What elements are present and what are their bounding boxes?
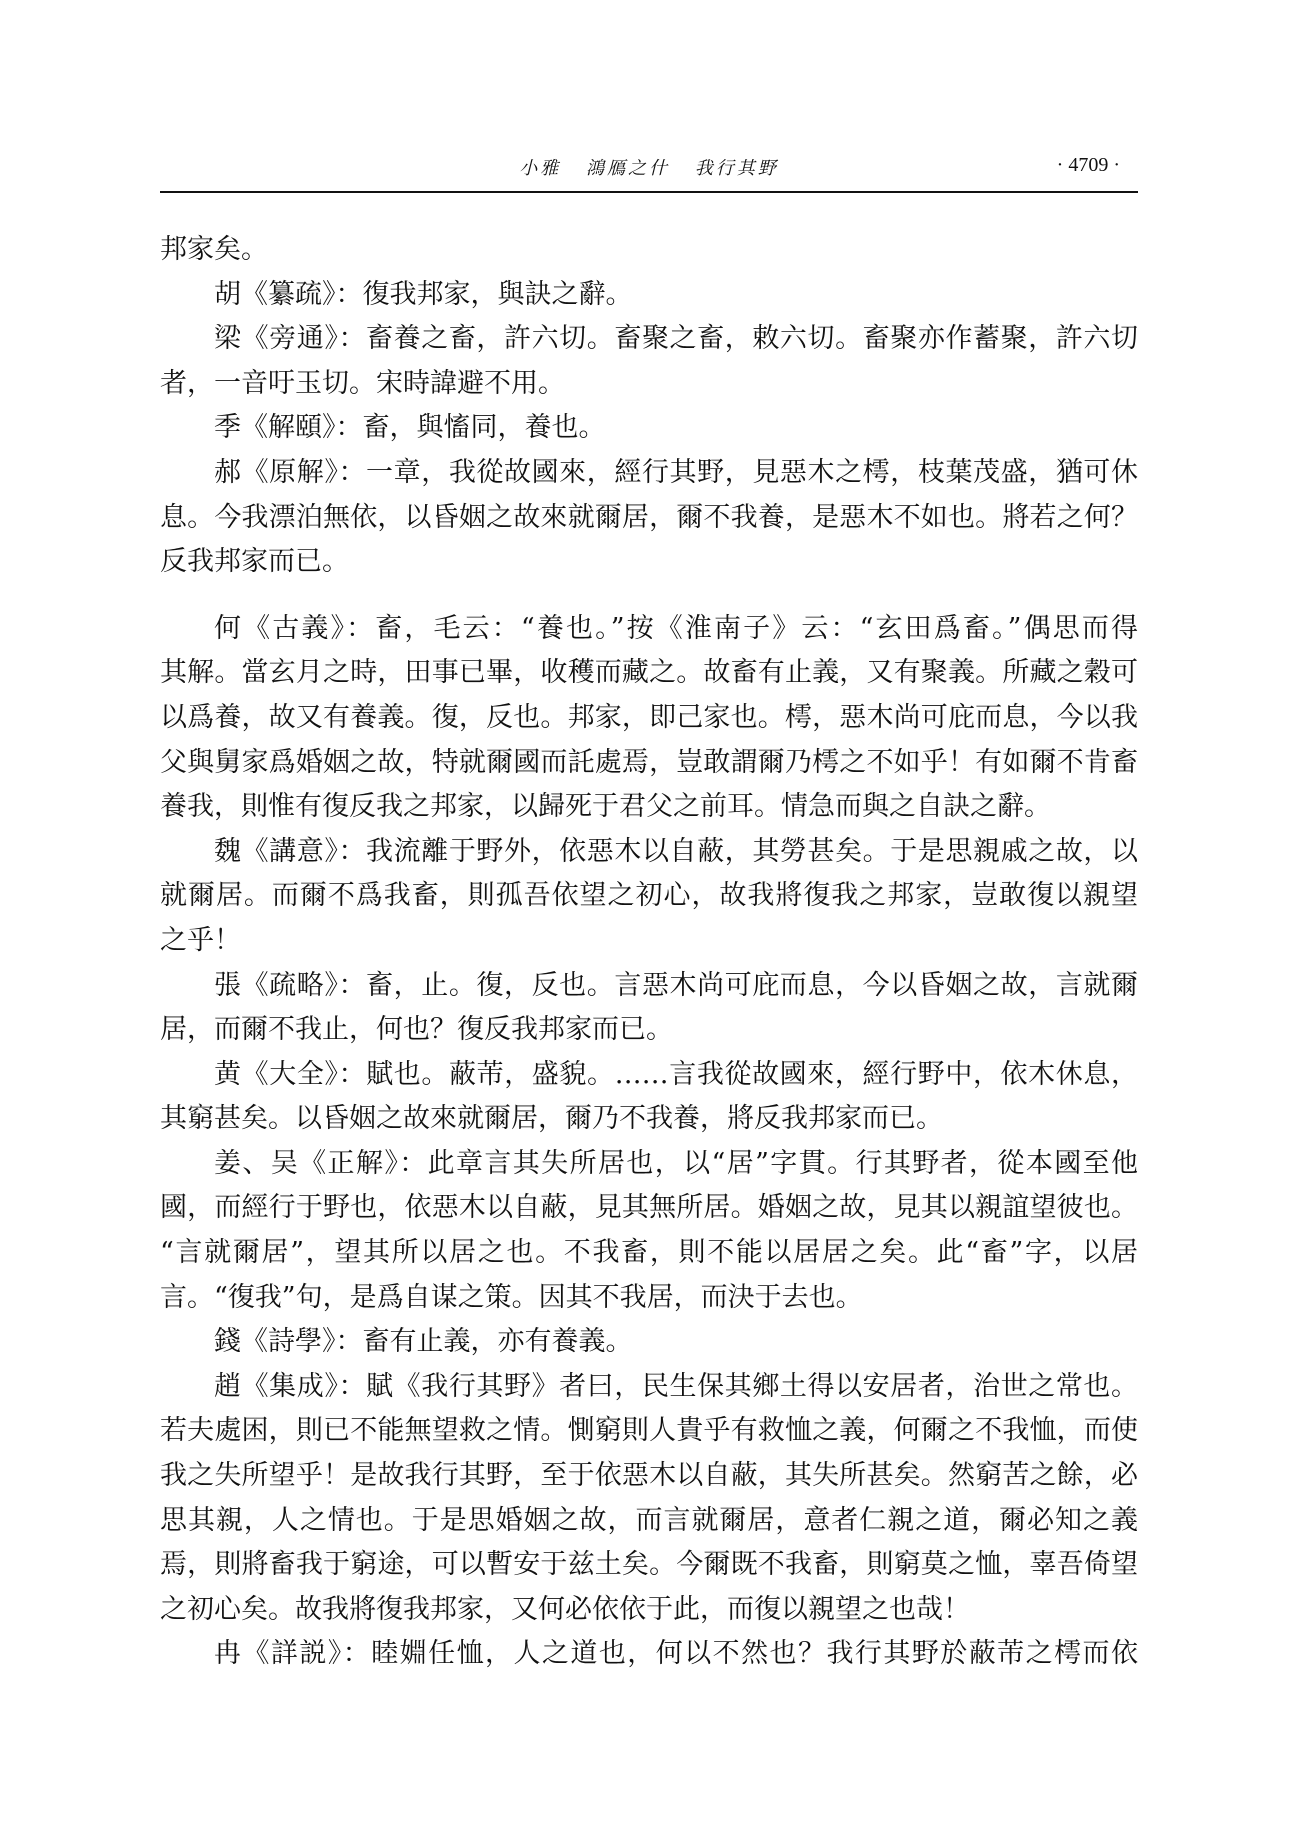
commentary-paragraph <box>160 228 1138 273</box>
text-line: 冉《詳説》：睦婣任恤，人之道也，何以不然也？我行其野於蔽芾之樗而依 <box>214 1638 1138 1670</box>
text-line: 之初心矣。故我將復我邦家，又何必依依于此，而復以親望之也哉！ <box>160 1593 970 1625</box>
text-line: 言。“復我”句，是爲自谋之策。因其不我居，而決于去也。 <box>160 1281 863 1313</box>
text-line: 我之失所望乎！是故我行其野，至于依惡木以自蔽，其失所甚矣。然窮苦之餘，必 <box>160 1460 1138 1492</box>
text-line: 若夫處困，則已不能無望救之情。惻窮則人貴乎有救恤之義，何爾之不我恤，而使 <box>160 1415 1138 1447</box>
running-title <box>160 154 1138 180</box>
section-title: 小雅 <box>519 158 562 179</box>
commentary-paragraph <box>160 607 1138 830</box>
text-line: 焉，則將畜我于窮途，可以暫安于兹土矣。今爾既不我畜，則窮莫之恤，辜吾倚望 <box>160 1549 1138 1581</box>
text-line: 季《解頤》：畜，與慉同，養也。 <box>214 412 606 444</box>
commentary-paragraph <box>160 964 1138 1053</box>
commentary-body <box>160 228 1138 1677</box>
text-line: 其解。當玄月之時，田事已畢，收穫而藏之。故畜有止義，又有聚義。所藏之穀可 <box>160 657 1138 689</box>
commentary-paragraph <box>160 317 1138 406</box>
text-line: 以爲養，故又有養義。復，反也。邦家，即己家也。樗，惡木尚可庇而息，今以我 <box>160 701 1138 733</box>
text-line: 其窮甚矣。以昏姻之故來就爾居，爾乃不我養，將反我邦家而已。 <box>160 1103 943 1135</box>
page-number: · 4709 · <box>1056 154 1120 176</box>
text-line: 趙《集成》：賦《我行其野》者曰，民生保其鄉土得以安居者，治世之常也。 <box>214 1370 1138 1402</box>
text-line: 居，而爾不我止，何也？復反我邦家而已。 <box>160 1014 673 1046</box>
text-line: 黄《大全》：賦也。蔽芾，盛貌。……言我從故國來，經行野中，依木休息， <box>214 1058 1138 1090</box>
commentary-paragraph <box>160 1142 1138 1320</box>
text-line: 息。今我漂泊無依，以昏姻之故來就爾居，爾不我養，是惡木不如也。將若之何？ <box>160 501 1138 533</box>
text-line: “言就爾居”，望其所以居之也。不我畜，則不能以居居之矣。此“畜”字，以居 <box>160 1237 1138 1269</box>
text-line: 郝《原解》：一章，我從故國來，經行其野，見惡木之樗，枝葉茂盛，猶可休 <box>214 456 1138 488</box>
running-header <box>160 150 1138 184</box>
text-line: 父與舅家爲婚姻之故，特就爾國而託處焉，豈敢謂爾乃樗之不如乎！有如爾不肯畜 <box>160 746 1138 778</box>
commentary-paragraph <box>160 1632 1138 1677</box>
chapter-title: 鴻鴈之什 <box>586 158 670 179</box>
text-line: 何《古義》：畜，毛云：“養也。”按《淮南子》云：“玄田爲畜。”偶思而得 <box>214 612 1138 644</box>
text-line: 胡《纂疏》：復我邦家，與訣之辭。 <box>214 278 633 310</box>
text-line: 養我，則惟有復反我之邦家，以歸死于君父之前耳。情急而與之自訣之辭。 <box>160 791 1051 823</box>
text-line: 國，而經行于野也，依惡木以自蔽，見其無所居。婚姻之故，見其以親誼望彼也。 <box>160 1192 1138 1224</box>
text-line: 姜、吴《正解》：此章言其失所居也，以“居”字貫。行其野者，從本國至他 <box>214 1147 1138 1179</box>
commentary-paragraph <box>160 406 1138 451</box>
commentary-paragraph <box>160 1053 1138 1142</box>
header-rule <box>160 191 1138 193</box>
text-line: 之乎！ <box>160 924 241 956</box>
text-line: 邦家矣。 <box>160 234 268 265</box>
text-line: 張《疏略》：畜，止。復，反也。言惡木尚可庇而息，今以昏姻之故，言就爾 <box>214 969 1138 1001</box>
commentary-paragraph <box>160 1365 1138 1633</box>
text-line: 就爾居。而爾不爲我畜，則孤吾依望之初心，故我將復我之邦家，豈敢復以親望 <box>160 880 1138 912</box>
text-line: 反我邦家而已。 <box>160 546 349 578</box>
text-line: 梁《旁通》：畜養之畜，許六切。畜聚之畜，敕六切。畜聚亦作蓄聚，許六切 <box>214 323 1138 355</box>
text-line: 思其親，人之情也。于是思婚姻之故，而言就爾居，意者仁親之道，爾必知之義 <box>160 1504 1138 1536</box>
commentary-paragraph <box>160 830 1138 964</box>
commentary-paragraph <box>160 451 1138 585</box>
commentary-paragraph <box>160 1320 1138 1365</box>
commentary-paragraph <box>160 273 1138 318</box>
text-line: 錢《詩學》：畜有止義，亦有養義。 <box>214 1326 633 1358</box>
text-line: 魏《講意》：我流離于野外，依惡木以自蔽，其勞甚矣。于是思親戚之故，以 <box>214 835 1138 867</box>
poem-title: 我行其野 <box>694 158 779 179</box>
text-line: 者，一音吁玉切。宋時諱避不用。 <box>160 367 565 399</box>
